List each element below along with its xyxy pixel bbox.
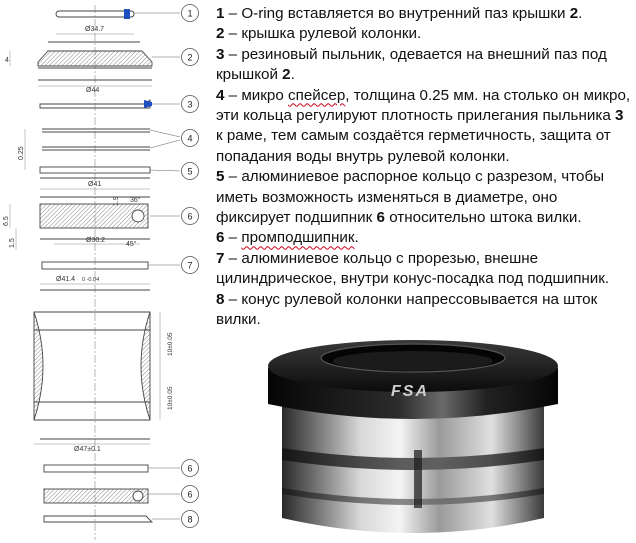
dim-height-4: 4	[5, 57, 9, 64]
part-4-micro-spacers	[42, 129, 150, 150]
headset-photo	[262, 338, 564, 543]
fsa-logo: FSA	[391, 383, 429, 400]
svg-text:4: 4	[187, 133, 193, 144]
parts-legend	[216, 4, 632, 331]
dim-angle-36: 36°	[130, 197, 141, 204]
dim-diameter-44: Ø44	[86, 87, 100, 94]
callout-1	[182, 5, 199, 22]
callout-8	[182, 511, 199, 528]
svg-text:2: 2	[187, 52, 193, 63]
dim-diameter-41-4-tolerance: 0 -0.04	[82, 277, 100, 283]
legend-item-2: 2 – крышка рулевой колонки.	[216, 25, 422, 43]
callout-6	[182, 208, 199, 225]
exploded-headset-drawing	[0, 0, 215, 543]
part-8-crown-race	[44, 516, 152, 522]
legend-item-5: 5 – алюминиевое распорное кольцо с разрезом, чтобы иметь возможность изменяться в диаметре, оно фиксирует подшипник 6 относительно штока вилки.	[216, 168, 605, 227]
legend-item-8: 8 – конус рулевой колонки напрессовывается на шток вилки.	[216, 290, 598, 329]
dim-height-10-upper: 10±0.05	[167, 332, 174, 356]
callout-2	[182, 49, 199, 66]
frame-cup	[34, 290, 150, 439]
dim-height-0-25: 0.25	[18, 146, 25, 160]
legend-item-4: 4 – микро спейсер, толщина 0.25 мм. на столько он микро, эти кольца регулируют плотность прилегания пыльника 3 к раме, тем самым создаётся герметичность, защита от попадания воды внутрь рулевой колонки.	[216, 86, 631, 165]
dim-height-6-5: 6.5	[3, 216, 10, 226]
dim-height-1-5: 1.5	[9, 238, 16, 248]
legend-item-3: 3 – резиновый пыльник, одевается на внешний паз под крышкой 2.	[216, 45, 607, 84]
dim-diameter-34-7: Ø34.7	[85, 26, 105, 33]
svg-text:1: 1	[187, 8, 193, 19]
legend-item-7: 7 – алюминиевое кольцо с прорезью, внешне цилиндрическое, внутри конус-посадка под подшипник.	[216, 249, 610, 288]
part-7-ring-lower	[44, 465, 148, 472]
svg-text:6: 6	[187, 211, 193, 222]
callout-3	[182, 96, 199, 113]
svg-text:6: 6	[187, 463, 193, 474]
svg-text:6: 6	[187, 489, 193, 500]
dim-angle-45: 45°	[126, 241, 137, 248]
dim-diameter-41: Ø41	[88, 181, 102, 188]
part-3-dust-seal	[40, 100, 152, 108]
cap-inner-ring	[333, 351, 493, 371]
part-6-bearing-lower	[44, 489, 148, 503]
svg-text:8: 8	[187, 514, 193, 525]
dim-height-1-9: 1.9	[113, 196, 120, 206]
callout-7	[182, 257, 199, 274]
dim-diameter-41-4: Ø41.4	[56, 276, 76, 283]
svg-text:5: 5	[187, 166, 193, 177]
dim-diameter-47: Ø47±0.1	[74, 446, 101, 453]
legend-item-1: 1 – O-ring вставляется во внутренний паз крышки 2.	[216, 5, 583, 22]
dim-diameter-30-2: Ø30.2	[86, 237, 106, 244]
dim-height-10-lower: 10±0.05	[167, 386, 174, 410]
callout-6-lower-a	[182, 460, 199, 477]
svg-text:7: 7	[187, 260, 193, 271]
callout-6-lower-b	[182, 486, 199, 503]
callout-4	[182, 130, 199, 147]
svg-text:3: 3	[187, 99, 193, 110]
callout-5	[182, 163, 199, 180]
ring-slot	[414, 450, 422, 508]
legend-item-6: 6 – промподшипник.	[216, 229, 359, 247]
